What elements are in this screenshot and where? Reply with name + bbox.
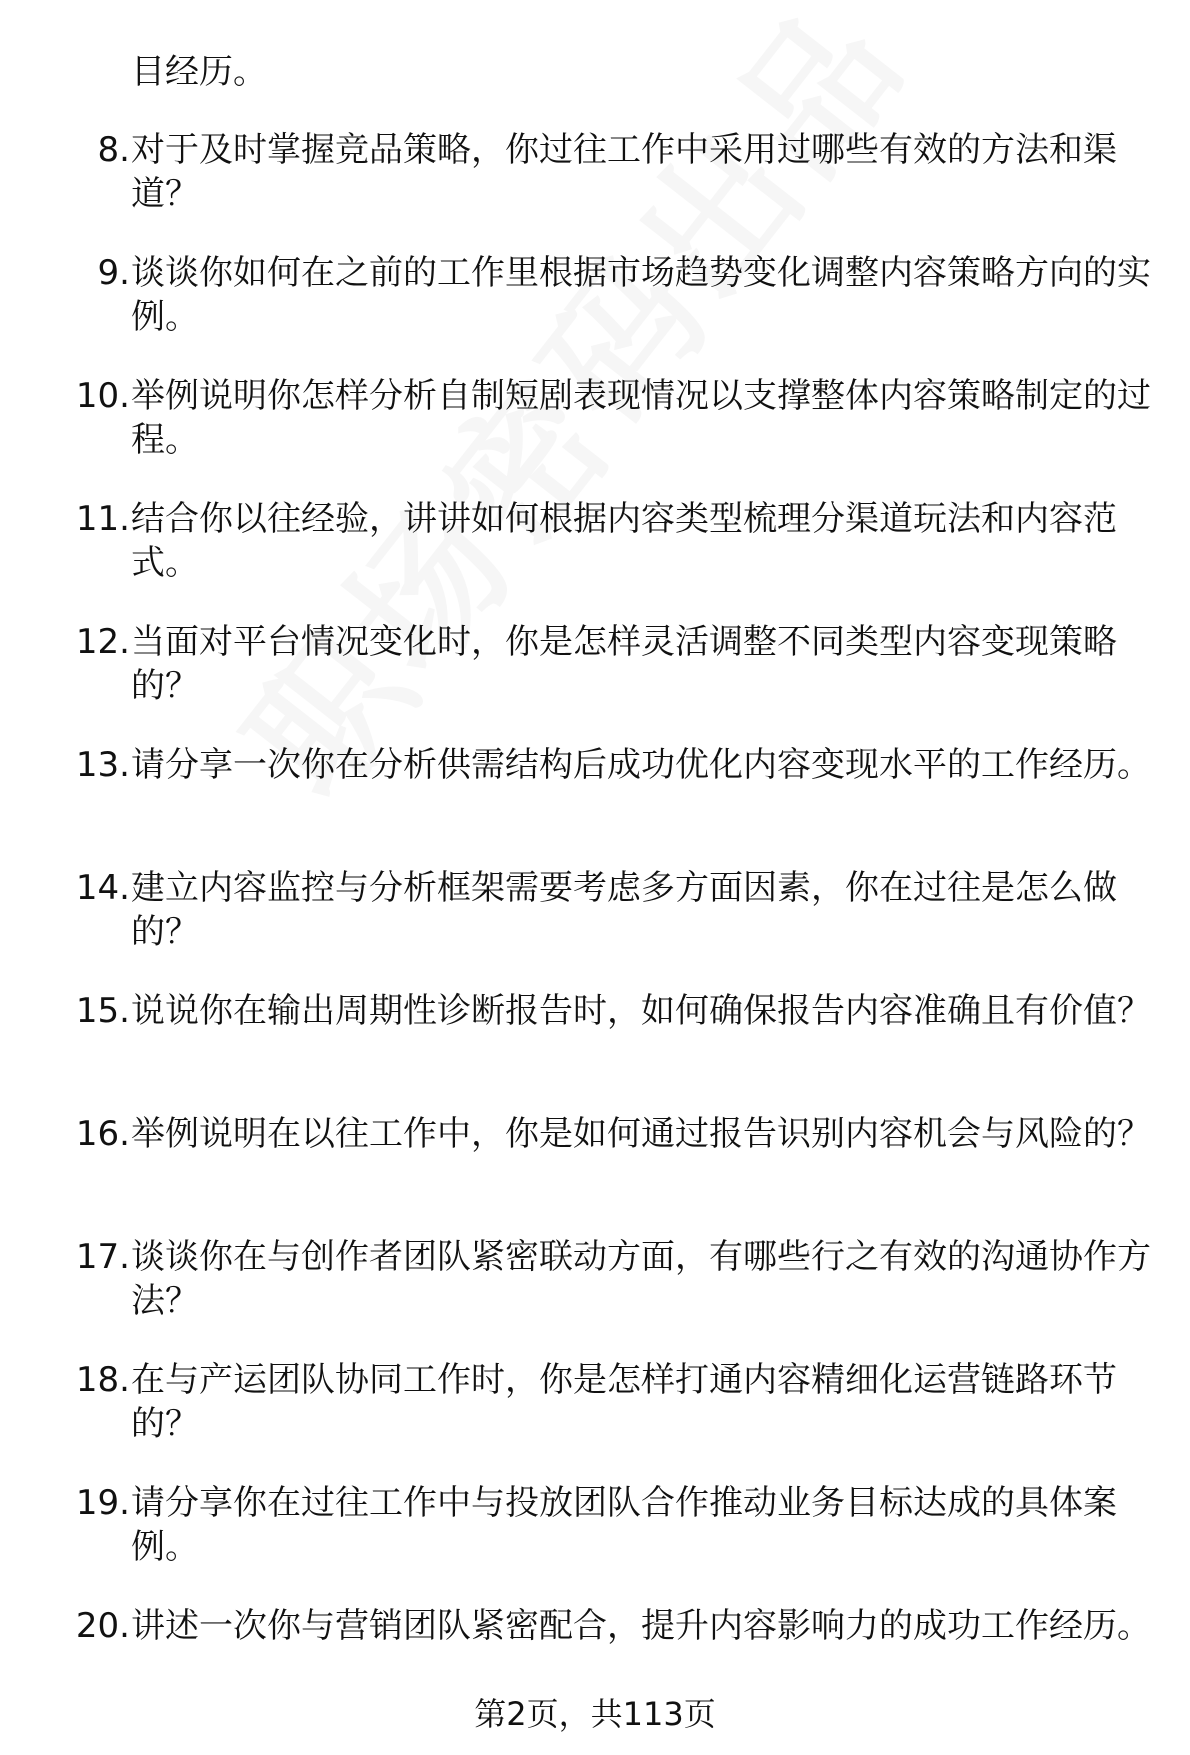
list-item: [0, 1112, 1190, 1235]
question-number: 8.: [97, 130, 130, 170]
question-number: 15.: [75, 991, 130, 1031]
question-number: 16.: [75, 1114, 130, 1154]
question-text: 说说你在输出周期性诊断报告时，如何确保报告内容准确且有价值？: [131, 991, 1151, 1031]
question-number: 9.: [97, 253, 130, 293]
question-number: 20.: [75, 1606, 130, 1646]
question-number: 14.: [75, 868, 130, 908]
question-text: 当面对平台情况变化时，你是怎样灵活调整不同类型内容变现策略的？: [131, 622, 1117, 706]
question-text: 举例说明在以往工作中，你是如何通过报告识别内容机会与风险的？: [131, 1114, 1151, 1154]
question-text: 在与产运团队协同工作时，你是怎样打通内容精细化运营链路环节的？: [131, 1360, 1117, 1444]
question-number: 11.: [75, 499, 130, 539]
list-item: [0, 497, 1190, 620]
question-number: 17.: [75, 1237, 130, 1277]
continuation-text: 目经历。: [131, 52, 267, 92]
question-text: 谈谈你在与创作者团队紧密联动方面，有哪些行之有效的沟通协作方法？: [131, 1237, 1151, 1321]
question-number: 18.: [75, 1360, 130, 1400]
question-text: 对于及时掌握竞品策略，你过往工作中采用过哪些有效的方法和渠道？: [131, 130, 1117, 214]
list-item: [0, 866, 1190, 989]
list-item: [0, 1235, 1190, 1358]
question-text: 举例说明你怎样分析自制短剧表现情况以支撑整体内容策略制定的过程。: [131, 376, 1151, 460]
list-item: [0, 1358, 1190, 1481]
list-item: [0, 374, 1190, 497]
question-number: 13.: [75, 745, 130, 785]
list-item: [0, 989, 1190, 1112]
list-item: [0, 620, 1190, 743]
list-item: [0, 251, 1190, 374]
question-text: 请分享一次你在分析供需结构后成功优化内容变现水平的工作经历。: [131, 745, 1151, 785]
question-number: 12.: [75, 622, 130, 662]
question-list: [0, 128, 1190, 1727]
question-text: 谈谈你如何在之前的工作里根据市场趋势变化调整内容策略方向的实例。: [131, 253, 1151, 337]
question-text: 建立内容监控与分析框架需要考虑多方面因素，你在过往是怎么做的？: [131, 868, 1117, 952]
list-item: [0, 128, 1190, 251]
question-text: 讲述一次你与营销团队紧密配合，提升内容影响力的成功工作经历。: [131, 1606, 1151, 1646]
page-footer: 第2页，共113页: [474, 1695, 716, 1733]
list-item: [0, 743, 1190, 866]
list-item: [0, 1481, 1190, 1604]
question-text: 结合你以往经验，讲讲如何根据内容类型梳理分渠道玩法和内容范式。: [131, 499, 1117, 583]
question-number: 19.: [75, 1483, 130, 1523]
question-text: 请分享你在过往工作中与投放团队合作推动业务目标达成的具体案例。: [131, 1483, 1117, 1567]
question-number: 10.: [75, 376, 130, 416]
